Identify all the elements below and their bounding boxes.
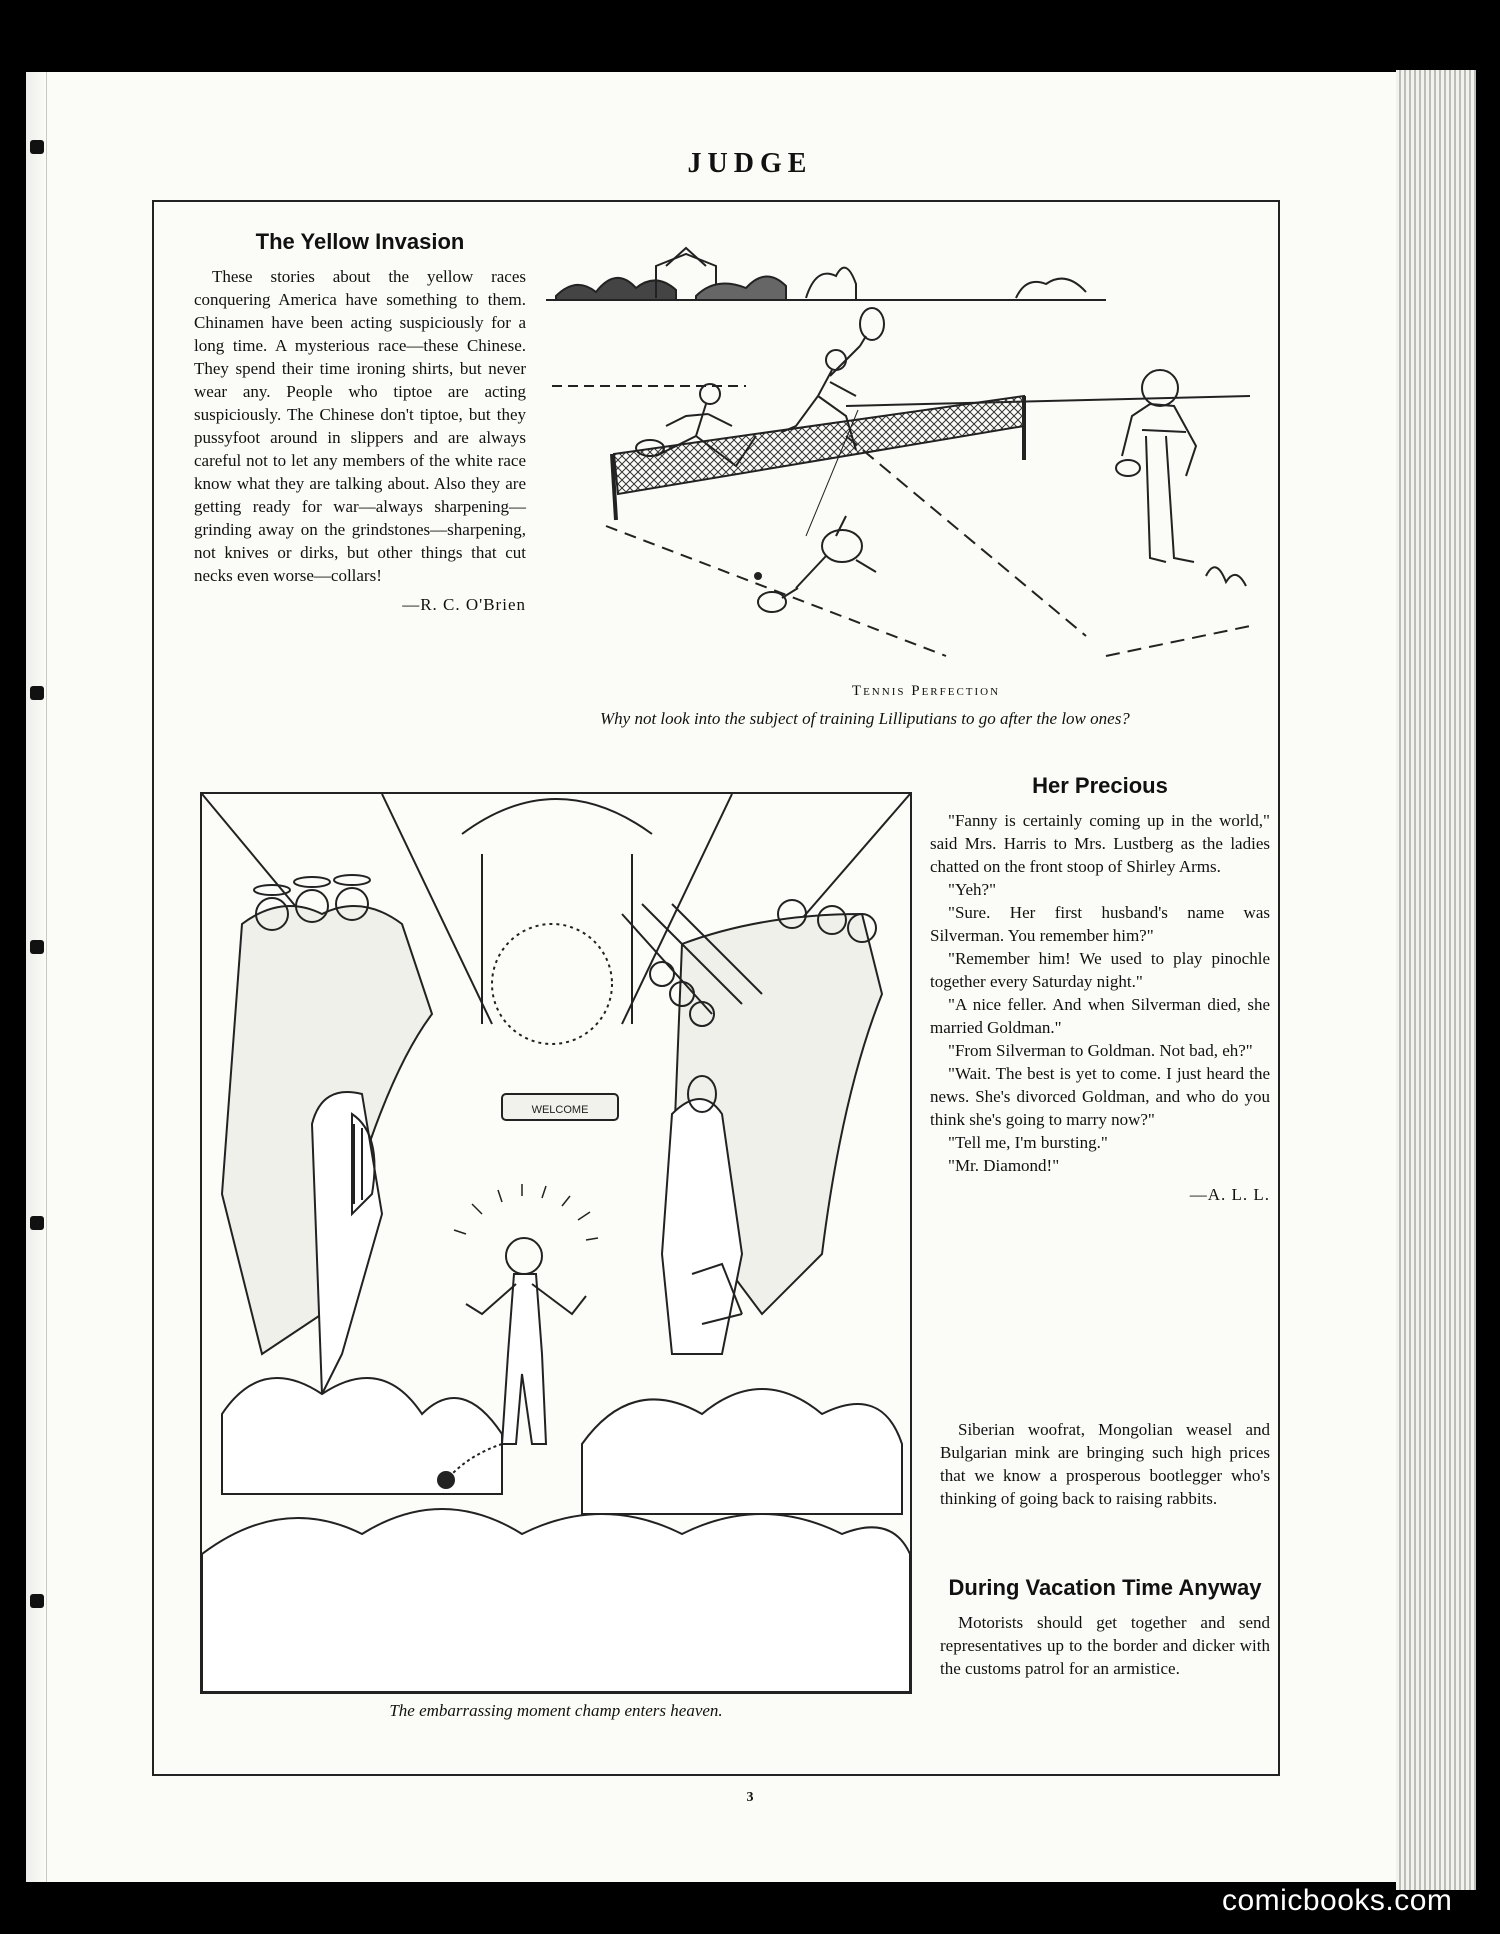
paragraph: "Tell me, I'm bursting."	[948, 1133, 1108, 1152]
article-byline: —R. C. O'Brien	[402, 595, 526, 614]
article-body: These stories about the yellow races conquering America have something to them. Chinamen have been acting suspiciously for a long time. A mysterious race—these Chinese. They spend their time ironing shirts, but never wear any. People who tiptoe are acting suspiciously. The Chinese don't tiptoe, but they pussyfoot around in slippers and are always careful not to let any members of the white race know what they are talking about. Also they are getting ready for war—always sharpening—grinding away on the grindstones—sharpening, not knives or dirks, but other things that cut necks even worse—collars!	[194, 267, 526, 585]
article-byline: —A. L. L.	[1189, 1185, 1270, 1204]
paragraph: "A nice feller. And when Silverman died, she married Goldman."	[930, 995, 1270, 1037]
article-title: During Vacation Time Anyway	[948, 1575, 1262, 1600]
tennis-cartoon-illustration	[546, 236, 1250, 672]
paragraph: "Remember him! We used to play pinochle together every Saturday night."	[930, 949, 1270, 991]
article-title: The Yellow Invasion	[255, 229, 465, 254]
paragraph: "Sure. Her first husband's name was Silverman. You remember him?"	[930, 903, 1270, 945]
article-siberian	[940, 1418, 1270, 1510]
heaven-cartoon-frame	[200, 792, 912, 1694]
paragraph: "Fanny is certainly coming up in the world," said Mrs. Harris to Mrs. Lustberg as the ladies chatted on the front stoop of Shirley Arms.	[930, 811, 1270, 876]
tennis-caption-title: Tennis Perfection	[851, 683, 1001, 699]
paragraph: "Wait. The best is yet to come. I just heard the news. She's divorced Goldman, and who do you think she's going to marry now?"	[930, 1064, 1270, 1129]
article-her-precious	[930, 774, 1270, 1206]
heaven-cartoon-illustration	[202, 794, 910, 1692]
tennis-caption: Why not look into the subject of training Lilliputians to go after the low ones?	[600, 709, 1130, 728]
paragraph: Motorists should get together and send representatives up to the border and dicker with the customs patrol for an armistice.	[940, 1613, 1270, 1678]
paragraph: Siberian woofrat, Mongolian weasel and Bulgarian mink are bringing such high prices that we know a prosperous bootlegger who's thinking of going back to raising rabbits.	[940, 1420, 1270, 1508]
binding-margin	[26, 72, 47, 1882]
article-vacation	[940, 1576, 1270, 1680]
magazine-title: JUDGE	[687, 148, 813, 179]
page-number: 3	[746, 1790, 754, 1805]
article-yellow-invasion	[194, 230, 526, 616]
article-title: Her Precious	[1032, 773, 1168, 798]
paragraph: "Mr. Diamond!"	[948, 1156, 1060, 1175]
book-page-edges	[1396, 70, 1476, 1890]
watermark: comicbooks.com	[1222, 1884, 1453, 1917]
heaven-caption: The embarrassing moment champ enters heaven.	[389, 1701, 723, 1720]
binding-stitch	[30, 1594, 44, 1608]
welcome-sign: WELCOME	[531, 1104, 589, 1116]
binding-stitch	[30, 940, 44, 954]
binding-stitch	[30, 686, 44, 700]
paragraph: "From Silverman to Goldman. Not bad, eh?"	[948, 1041, 1253, 1060]
binding-stitch	[30, 1216, 44, 1230]
paragraph: "Yeh?"	[948, 880, 997, 899]
